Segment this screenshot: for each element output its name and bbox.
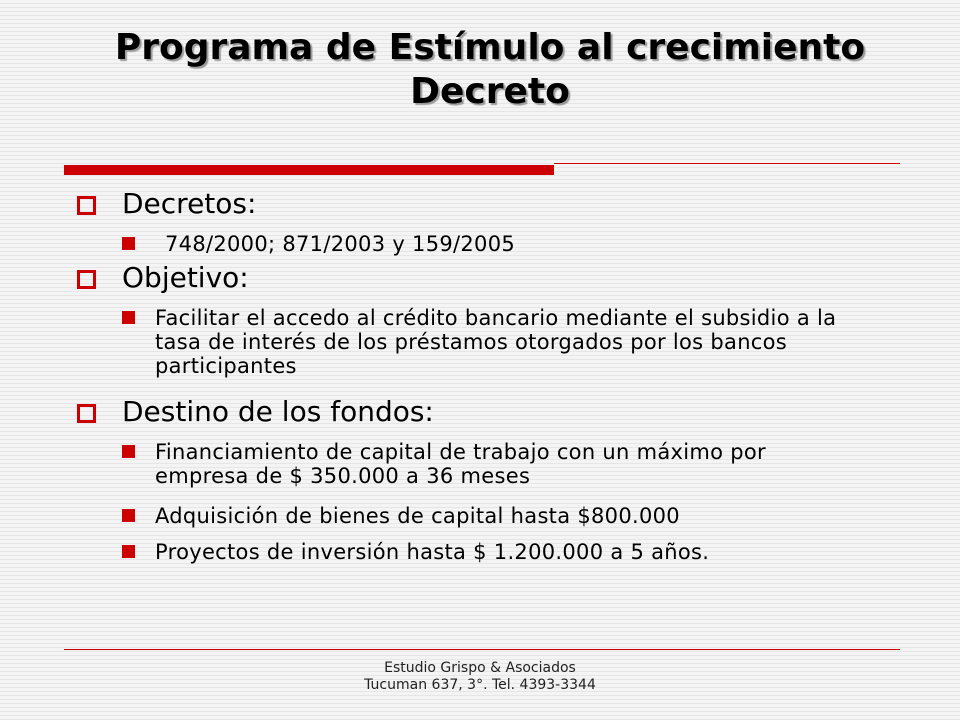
filled-square-bullet-icon xyxy=(122,311,135,324)
title-divider-thin xyxy=(554,163,900,164)
list-item xyxy=(122,232,882,256)
list-item-text: Adquisición de bienes de capital hasta $800.000 xyxy=(155,504,680,528)
section-destino xyxy=(76,396,434,428)
filled-square-bullet-icon xyxy=(122,509,135,522)
footer-company: Estudio Grispo & Asociados xyxy=(384,660,576,676)
slide-footer xyxy=(0,660,960,694)
list-item xyxy=(122,504,882,528)
section-heading: Objetivo: xyxy=(122,261,249,294)
title-divider-thick xyxy=(64,165,554,175)
list-item-text: Facilitar el accedo al crédito bancario mediante el subsidio a la tasa de interés de los préstamos otorgados por los bancos participantes xyxy=(155,306,837,378)
list-item-text: Proyectos de inversión hasta $ 1.200.000 a 5 años. xyxy=(155,540,710,564)
section-heading: Decretos: xyxy=(122,187,257,220)
footer-address: Tucuman 637, 3°. Tel. 4393-3344 xyxy=(364,677,596,693)
list-item xyxy=(122,540,882,564)
list-item xyxy=(122,440,882,488)
section-objetivo xyxy=(76,262,249,294)
slide-title xyxy=(40,26,940,114)
filled-square-bullet-icon xyxy=(122,445,135,458)
filled-square-bullet-icon xyxy=(122,545,135,558)
section-decretos xyxy=(76,188,256,220)
filled-square-bullet-icon xyxy=(122,237,135,250)
hollow-square-bullet-icon xyxy=(77,404,96,423)
footer-divider xyxy=(64,649,900,650)
hollow-square-bullet-icon xyxy=(77,270,96,289)
list-item xyxy=(122,306,882,378)
title-line-1: Programa de Estímulo al crecimiento xyxy=(114,27,866,68)
list-item-text: Financiamiento de capital de trabajo con un máximo por empresa de $ 350.000 a 36 meses xyxy=(155,440,766,488)
section-heading: Destino de los fondos: xyxy=(122,395,434,428)
hollow-square-bullet-icon xyxy=(77,196,96,215)
title-line-2: Decreto xyxy=(410,71,570,112)
list-item-text: 748/2000; 871/2003 y 159/2005 xyxy=(165,232,516,256)
